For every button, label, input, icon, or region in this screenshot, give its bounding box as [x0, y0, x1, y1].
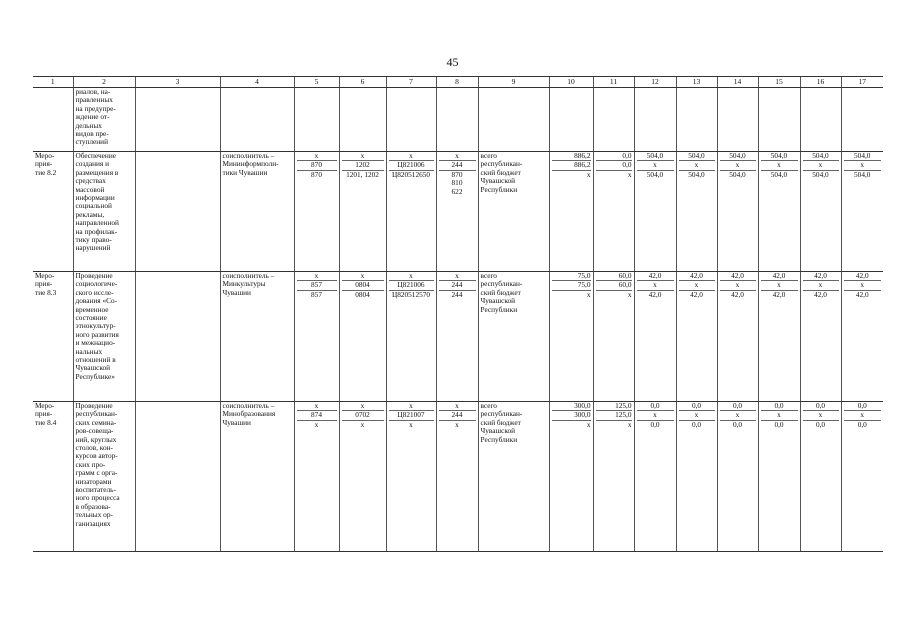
cell-line: 504,0	[688, 169, 705, 179]
event-number	[33, 88, 73, 152]
cell-line: 42,0	[855, 289, 869, 299]
table-cell	[676, 152, 717, 272]
event-number: Меро- прия- тие 8.2	[33, 152, 73, 272]
cell-line: 244	[439, 411, 476, 420]
cell-line: Ц821006	[389, 281, 434, 290]
cell-line: 42,0	[637, 272, 674, 281]
cell-line: 0,0	[679, 402, 715, 411]
cell-line: 125,0	[596, 411, 632, 420]
cell-line: x	[720, 281, 756, 290]
cell-line: 42,0	[844, 272, 882, 281]
cell-line: x	[586, 289, 591, 299]
cell-line: 504,0	[803, 152, 839, 161]
empty-cell	[135, 88, 220, 152]
cell-line: x	[342, 152, 384, 161]
cell-line: 0702	[342, 411, 384, 420]
funding-source	[478, 88, 549, 152]
table-cell	[634, 272, 676, 402]
table-cell	[339, 272, 386, 402]
cell-line: x	[439, 272, 476, 281]
cell-line: 0,0	[774, 419, 784, 429]
cell-line: 244	[439, 281, 476, 290]
cell-line: x	[627, 289, 632, 299]
cell-line: x	[761, 161, 798, 170]
table-cell	[436, 152, 478, 272]
table-cell	[758, 152, 800, 272]
cell-line: 42,0	[679, 272, 715, 281]
executor-cell	[220, 88, 294, 152]
cell-line: 75,0	[552, 272, 591, 281]
cell-line: 0,0	[761, 402, 798, 411]
table-cell	[758, 88, 800, 152]
cell-line: x	[720, 161, 756, 170]
table-cell	[800, 152, 841, 272]
cell-line: x	[679, 161, 715, 170]
funding-source: всего республикан- ский бюджет Чувашской Республики	[478, 402, 549, 552]
cell-line: 0804	[355, 289, 370, 299]
table-cell	[800, 88, 841, 152]
table-cell	[549, 152, 593, 272]
cell-line: x	[761, 411, 798, 420]
cell-line: 42,0	[803, 272, 839, 281]
cell-line: x	[439, 402, 476, 411]
page-number: 45	[446, 55, 459, 69]
executor-cell: соисполнитель – Минкультуры Чувашии	[220, 272, 294, 402]
header-cell-16: 16	[800, 77, 841, 88]
table-cell	[800, 272, 841, 402]
cell-line: x	[455, 419, 459, 429]
header-cell-17: 17	[841, 77, 883, 88]
cell-line: 504,0	[679, 152, 715, 161]
table-cell	[717, 272, 758, 402]
cell-line: 504,0	[854, 169, 871, 179]
table-cell	[549, 272, 593, 402]
empty-cell	[135, 272, 220, 402]
cell-line: x	[360, 419, 365, 429]
table-row	[33, 272, 883, 402]
cell-line: Ц821006	[389, 161, 434, 170]
cell-line: Ц821007	[389, 411, 434, 420]
table-cell	[758, 272, 800, 402]
table-cell	[294, 88, 339, 152]
cell-line: 0,0	[691, 419, 702, 429]
cell-line: x	[844, 411, 882, 420]
cell-line: 42,0	[761, 272, 798, 281]
table-cell	[294, 272, 339, 402]
cell-line: x	[637, 281, 674, 290]
header-cell-4: 4	[220, 77, 294, 88]
header-cell-2: 2	[73, 77, 135, 88]
cell-line: 42,0	[772, 289, 786, 299]
table-cell	[593, 152, 634, 272]
cell-line: x	[389, 402, 434, 411]
cell-line: 504,0	[637, 152, 674, 161]
cell-line: x	[627, 169, 632, 179]
event-description: Проведение республикан- ских семина- ров-совеща- ний, круглых столов, кон- курсов автор- ских про- грамм с орга- низаторами воспитатель- ного процесса в образова- тельных ор- ганизациях	[73, 402, 135, 552]
table-cell	[758, 402, 800, 552]
cell-line: 60,0	[596, 281, 632, 290]
cell-line: x	[314, 419, 319, 429]
header-cell-3: 3	[135, 77, 220, 88]
event-description: риалов, на- правленных на предупре- ждение от- дельных видов пре- ступлений	[73, 88, 135, 152]
cell-line: 75,0	[552, 281, 591, 290]
cell-line: 857	[297, 281, 337, 290]
table-cell	[841, 402, 883, 552]
cell-line: 886,2	[552, 161, 591, 170]
table-cell	[339, 88, 386, 152]
cell-line: 42,0	[648, 289, 662, 299]
table-cell	[549, 402, 593, 552]
cell-line: x	[803, 161, 839, 170]
table-cell	[436, 88, 478, 152]
table-cell	[717, 402, 758, 552]
table-row	[33, 402, 883, 552]
header-row	[33, 77, 883, 88]
cell-line: x	[844, 281, 882, 290]
cell-line: 0,0	[732, 419, 743, 429]
table-row	[33, 152, 883, 272]
cell-line: 0,0	[720, 402, 756, 411]
cell-line: x	[389, 272, 434, 281]
executor-cell: соисполнитель – Минобразования Чувашии	[220, 402, 294, 552]
cell-line: x	[342, 402, 384, 411]
table-cell	[294, 152, 339, 272]
cell-line: 0,0	[844, 402, 882, 411]
funding-source: всего республикан- ский бюджет Чувашской Республики	[478, 272, 549, 402]
header-cell-6: 6	[339, 77, 386, 88]
cell-line: x	[679, 411, 715, 420]
table-cell	[593, 272, 634, 402]
cell-line: 0,0	[815, 419, 826, 429]
header-cell-11: 11	[593, 77, 634, 88]
table-cell	[436, 272, 478, 402]
cell-line: 857	[311, 289, 322, 299]
funding-source: всего республикан- ский бюджет Чувашской Республики	[478, 152, 549, 272]
table-cell	[717, 152, 758, 272]
table-cell	[634, 152, 676, 272]
cell-line: 870	[297, 161, 337, 170]
table-body	[33, 77, 883, 552]
cell-line: x	[297, 272, 337, 281]
table-cell	[339, 402, 386, 552]
header-cell-12: 12	[634, 77, 676, 88]
table-cell	[841, 272, 883, 402]
header-cell-10: 10	[549, 77, 593, 88]
header-cell-1: 1	[33, 77, 73, 88]
budget-table	[33, 76, 883, 552]
cell-line: x	[389, 152, 434, 161]
cell-line: x	[679, 281, 715, 290]
cell-line: x	[342, 272, 384, 281]
cell-line: 0,0	[596, 161, 632, 170]
empty-cell	[135, 152, 220, 272]
header-cell-15: 15	[758, 77, 800, 88]
cell-line: 1202	[342, 161, 384, 170]
cell-line: 504,0	[729, 169, 746, 179]
cell-line: 504,0	[812, 169, 829, 179]
cell-line: x	[297, 152, 337, 161]
cell-line: x	[720, 411, 756, 420]
table-cell	[436, 402, 478, 552]
cell-line: 42,0	[731, 289, 744, 299]
cell-line: 504,0	[770, 169, 788, 179]
cell-line: 42,0	[690, 289, 703, 299]
cell-line: 0804	[342, 281, 384, 290]
cell-line: 1201, 1202	[346, 169, 379, 179]
event-number: Меро- прия- тие 8.4	[33, 402, 73, 552]
cell-line: x	[409, 419, 413, 429]
cell-line: x	[627, 419, 632, 429]
cell-line: 886,2	[552, 152, 591, 161]
executor-cell: соисполнитель – Мининформполи- тики Чувашии	[220, 152, 294, 272]
header-cell-13: 13	[676, 77, 717, 88]
cell-line: x	[297, 402, 337, 411]
table-cell	[339, 152, 386, 272]
table-cell	[676, 88, 717, 152]
cell-line: 244	[451, 289, 463, 299]
table-cell	[841, 88, 883, 152]
cell-line: 125,0	[596, 402, 632, 411]
cell-line: 42,0	[720, 272, 756, 281]
table-cell	[841, 152, 883, 272]
cell-line: Ц820512570	[391, 289, 431, 299]
cell-line: 0,0	[637, 402, 674, 411]
empty-cell	[135, 402, 220, 552]
cell-line: 504,0	[844, 152, 882, 161]
cell-line: x	[803, 411, 839, 420]
cell-line: 504,0	[720, 152, 756, 161]
cell-line: 244	[439, 161, 476, 170]
cell-line: x	[586, 419, 591, 429]
cell-line: 0,0	[650, 419, 660, 429]
table-cell	[676, 272, 717, 402]
table-cell	[386, 152, 436, 272]
cell-line: x	[586, 169, 591, 179]
table-cell	[717, 88, 758, 152]
header-cell-7: 7	[386, 77, 436, 88]
table-cell	[386, 402, 436, 552]
table-cell	[386, 88, 436, 152]
cell-line: x	[761, 281, 798, 290]
table-cell	[634, 402, 676, 552]
cell-line: x	[637, 411, 674, 420]
table-cell	[386, 272, 436, 402]
table-cell	[294, 402, 339, 552]
table-cell	[549, 88, 593, 152]
header-cell-9: 9	[478, 77, 549, 88]
table-cell	[634, 88, 676, 152]
table-cell	[593, 88, 634, 152]
header-cell-5: 5	[294, 77, 339, 88]
cell-line: 300,0	[552, 402, 591, 411]
table-cell	[676, 402, 717, 552]
cell-line: 870 810 622	[451, 169, 463, 196]
cell-line: x	[439, 152, 476, 161]
event-number: Меро- прия- тие 8.3	[33, 272, 73, 402]
cell-line: 60,0	[596, 272, 632, 281]
event-description: Проведение социологиче- ского иссле- дования «Со- временное состояние этнокультур- ного развития и межнацио- нальных отношений в Чувашской Республике»	[73, 272, 135, 402]
header-cell-8: 8	[436, 77, 478, 88]
cell-line: 504,0	[761, 152, 798, 161]
cell-line: 874	[297, 411, 337, 420]
table-cell	[593, 402, 634, 552]
cell-line: Ц820512650	[391, 169, 431, 179]
cell-line: x	[637, 161, 674, 170]
cell-line: x	[844, 161, 882, 170]
cell-line: 504,0	[646, 169, 664, 179]
cell-line: 0,0	[857, 419, 867, 429]
cell-line: 300,0	[552, 411, 591, 420]
table-cell	[800, 402, 841, 552]
cell-line: x	[803, 281, 839, 290]
cell-line: 0,0	[596, 152, 632, 161]
cell-line: 870	[311, 169, 322, 179]
table-row	[33, 88, 883, 152]
header-cell-14: 14	[717, 77, 758, 88]
cell-line: 0,0	[803, 402, 839, 411]
event-description: Обеспечение создания и размещения в средствах массовой информации социальной рекламы, направленной на профилак- тику право- нарушений	[73, 152, 135, 272]
cell-line: 42,0	[814, 289, 827, 299]
